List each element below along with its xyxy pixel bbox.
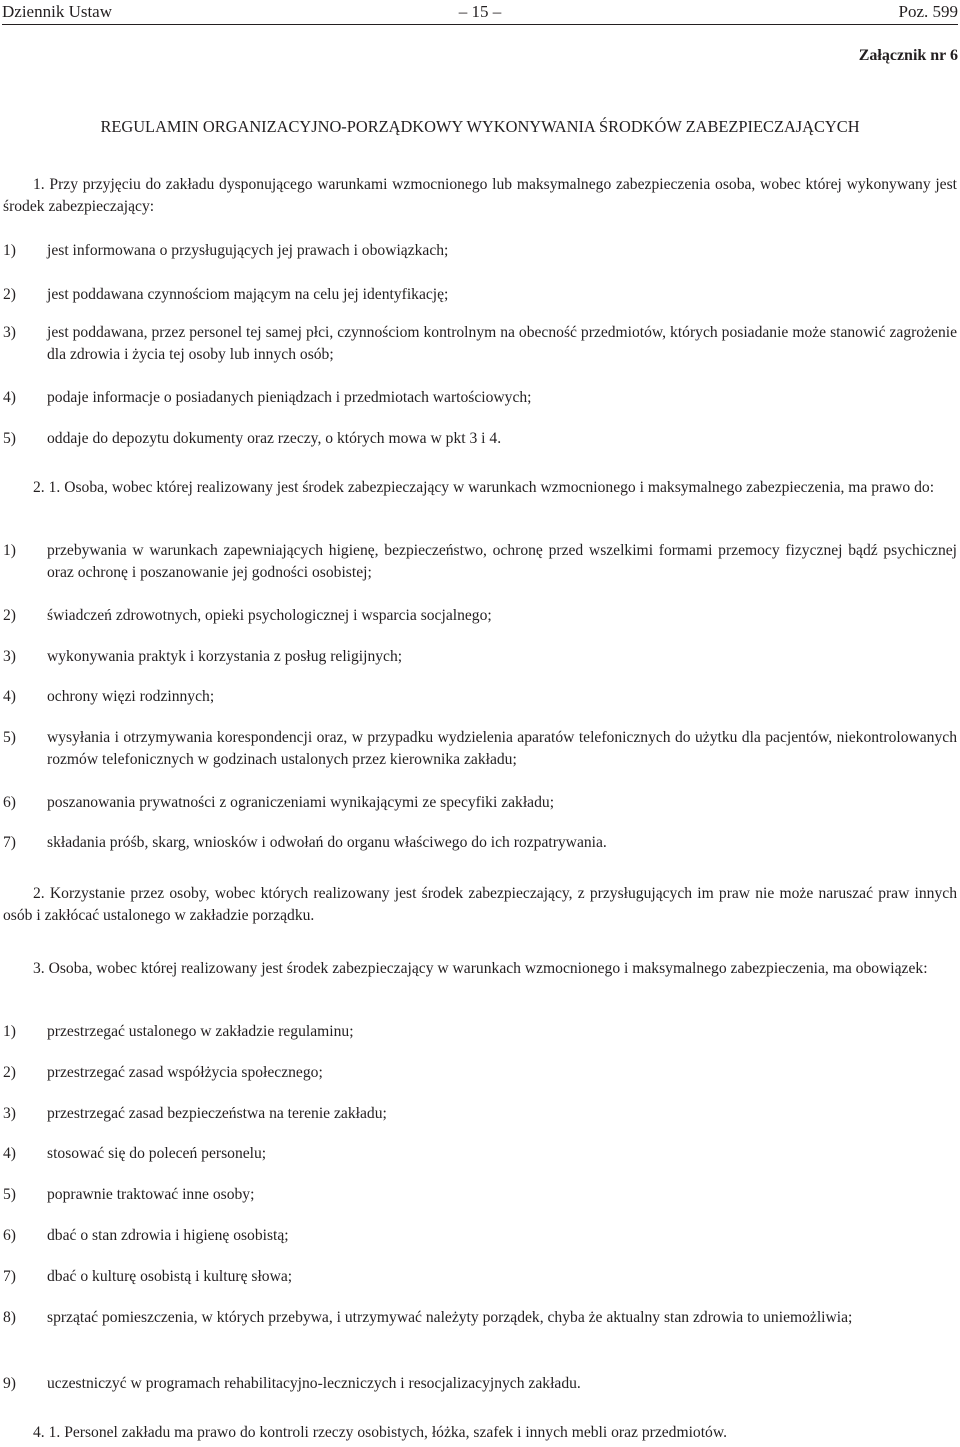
item-text: wysyłania i otrzymywania korespondencji oraz, w przypadku wydzielenia aparatów telefonicznych do użytku dla pacjentów, niekontrolowanych rozmów telefonicznych w godzinach ustalonych przez kierownika zakładu;: [47, 729, 957, 768]
item-text: dbać o stan zdrowia i higienę osobistą;: [47, 1227, 289, 1244]
item-number: 1): [3, 1023, 16, 1040]
item-text: jest poddawana czynnościom mającym na celu jej identyfikację;: [47, 286, 449, 303]
item-number: 8): [3, 1309, 16, 1326]
item-text: ochrony więzi rodzinnych;: [47, 688, 215, 705]
list-item: [3, 428, 957, 450]
item-number: 5): [3, 430, 16, 447]
list-item: [3, 686, 957, 708]
item-number: 5): [3, 729, 16, 746]
item-text: oddaje do depozytu dokumenty oraz rzeczy, o których mowa w pkt 3 i 4.: [47, 430, 502, 447]
item-text: przestrzegać zasad współżycia społecznego;: [47, 1064, 323, 1081]
item-text: wykonywania praktyk i korzystania z posług religijnych;: [47, 648, 403, 665]
list-item: [3, 1062, 957, 1084]
item-number: 7): [3, 1268, 16, 1285]
item-text: przestrzegać zasad bezpieczeństwa na terenie zakładu;: [47, 1105, 387, 1122]
item-number: 5): [3, 1186, 16, 1203]
item-text: przebywania w warunkach zapewniających higienę, bezpieczeństwo, ochronę przed wszelkimi formami przemocy fizycznej bądź psychicznej oraz ochronę i poszanowanie jej godności osobistej;: [47, 542, 957, 581]
position-number: Poz. 599: [898, 2, 958, 21]
page-number: – 15 –: [458, 2, 502, 21]
item-number: 9): [3, 1375, 16, 1392]
item-text: uczestniczyć w programach rehabilitacyjno-leczniczych i resocjalizacyjnych zakładu.: [47, 1375, 581, 1392]
list-item: [3, 792, 957, 814]
list-item: [3, 1307, 957, 1329]
list-item: [3, 1103, 957, 1125]
list-item: [3, 727, 957, 771]
list-item: [3, 240, 957, 262]
item-text: sprzątać pomieszczenia, w których przebywa, i utrzymywać należyty porządek, chyba że aktualny stan zdrowia to uniemożliwia;: [47, 1309, 853, 1326]
annex-label: Załącznik nr 6: [858, 47, 958, 64]
list-item: [3, 1143, 957, 1165]
list-item: [3, 1373, 957, 1395]
page-header: [2, 0, 958, 25]
section-2-intro: 2. 1. Osoba, wobec której realizowany jest środek zabezpieczający w warunkach wzmocnionego i maksymalnego zabezpieczenia, ma prawo do:: [33, 479, 935, 496]
list-item: [3, 605, 957, 627]
list-item: [3, 1184, 957, 1206]
item-number: 2): [3, 607, 16, 624]
list-item: [3, 1266, 957, 1288]
item-number: 4): [3, 688, 16, 705]
item-text: przestrzegać ustalonego w zakładzie regulaminu;: [47, 1023, 354, 1040]
section-2-paragraph-2: 2. Korzystanie przez osoby, wobec których realizowany jest środek zabezpieczający, z przysługujących im praw nie może naruszać praw innych osób i zakłócać ustalonego w zakładzie porządku.: [3, 885, 957, 924]
section-2-paragraph-3: 3. Osoba, wobec której realizowany jest środek zabezpieczający w warunkach wzmocnionego i maksymalnego zabezpieczenia, ma obowiązek:: [33, 960, 928, 977]
list-item: [3, 646, 957, 668]
section-4-intro: 4. 1. Personel zakładu ma prawo do kontroli rzeczy osobistych, łóżka, szafek i innych mebli oraz przedmiotów.: [33, 1424, 727, 1441]
item-text: poprawnie traktować inne osoby;: [47, 1186, 255, 1203]
list-item: [3, 284, 957, 306]
item-text: podaje informacje o posiadanych pieniądzach i przedmiotach wartościowych;: [47, 389, 532, 406]
item-number: 4): [3, 1145, 16, 1162]
document-title: REGULAMIN ORGANIZACYJNO-PORZĄDKOWY WYKONYWANIA ŚRODKÓW ZABEZPIECZAJĄCYCH: [100, 117, 860, 136]
journal-name: Dziennik Ustaw: [2, 2, 113, 21]
item-number: 1): [3, 542, 16, 559]
item-number: 7): [3, 834, 16, 851]
list-item: [3, 387, 957, 409]
item-number: 1): [3, 242, 16, 259]
list-item: [3, 832, 957, 854]
item-number: 4): [3, 389, 16, 406]
list-item: [3, 1021, 957, 1043]
item-number: 3): [3, 648, 16, 665]
item-number: 3): [3, 1105, 16, 1122]
list-item: [3, 1225, 957, 1247]
item-number: 2): [3, 286, 16, 303]
item-number: 3): [3, 324, 16, 341]
item-text: dbać o kulturę osobistą i kulturę słowa;: [47, 1268, 293, 1285]
item-text: świadczeń zdrowotnych, opieki psychologicznej i wsparcia socjalnego;: [47, 607, 492, 624]
item-text: stosować się do poleceń personelu;: [47, 1145, 267, 1162]
item-text: poszanowania prywatności z ograniczeniami wynikającymi ze specyfiki zakładu;: [47, 794, 555, 811]
list-item: [3, 540, 957, 584]
item-text: składania próśb, skarg, wniosków i odwołań do organu właściwego do ich rozpatrywania.: [47, 834, 607, 851]
item-number: 6): [3, 794, 16, 811]
item-text: jest informowana o przysługujących jej prawach i obowiązkach;: [47, 242, 449, 259]
item-number: 2): [3, 1064, 16, 1081]
list-item: [3, 322, 957, 366]
section-1-intro: 1. Przy przyjęciu do zakładu dysponującego warunkami wzmocnionego lub maksymalnego zabezpieczenia osoba, wobec której wykonywany jest środek zabezpieczający:: [3, 176, 957, 215]
item-number: 6): [3, 1227, 16, 1244]
item-text: jest poddawana, przez personel tej samej płci, czynnościom kontrolnym na obecność przedmiotów, których posiadanie może stanowić zagrożenie dla zdrowia i życia tej osoby lub innych osób;: [47, 324, 957, 363]
